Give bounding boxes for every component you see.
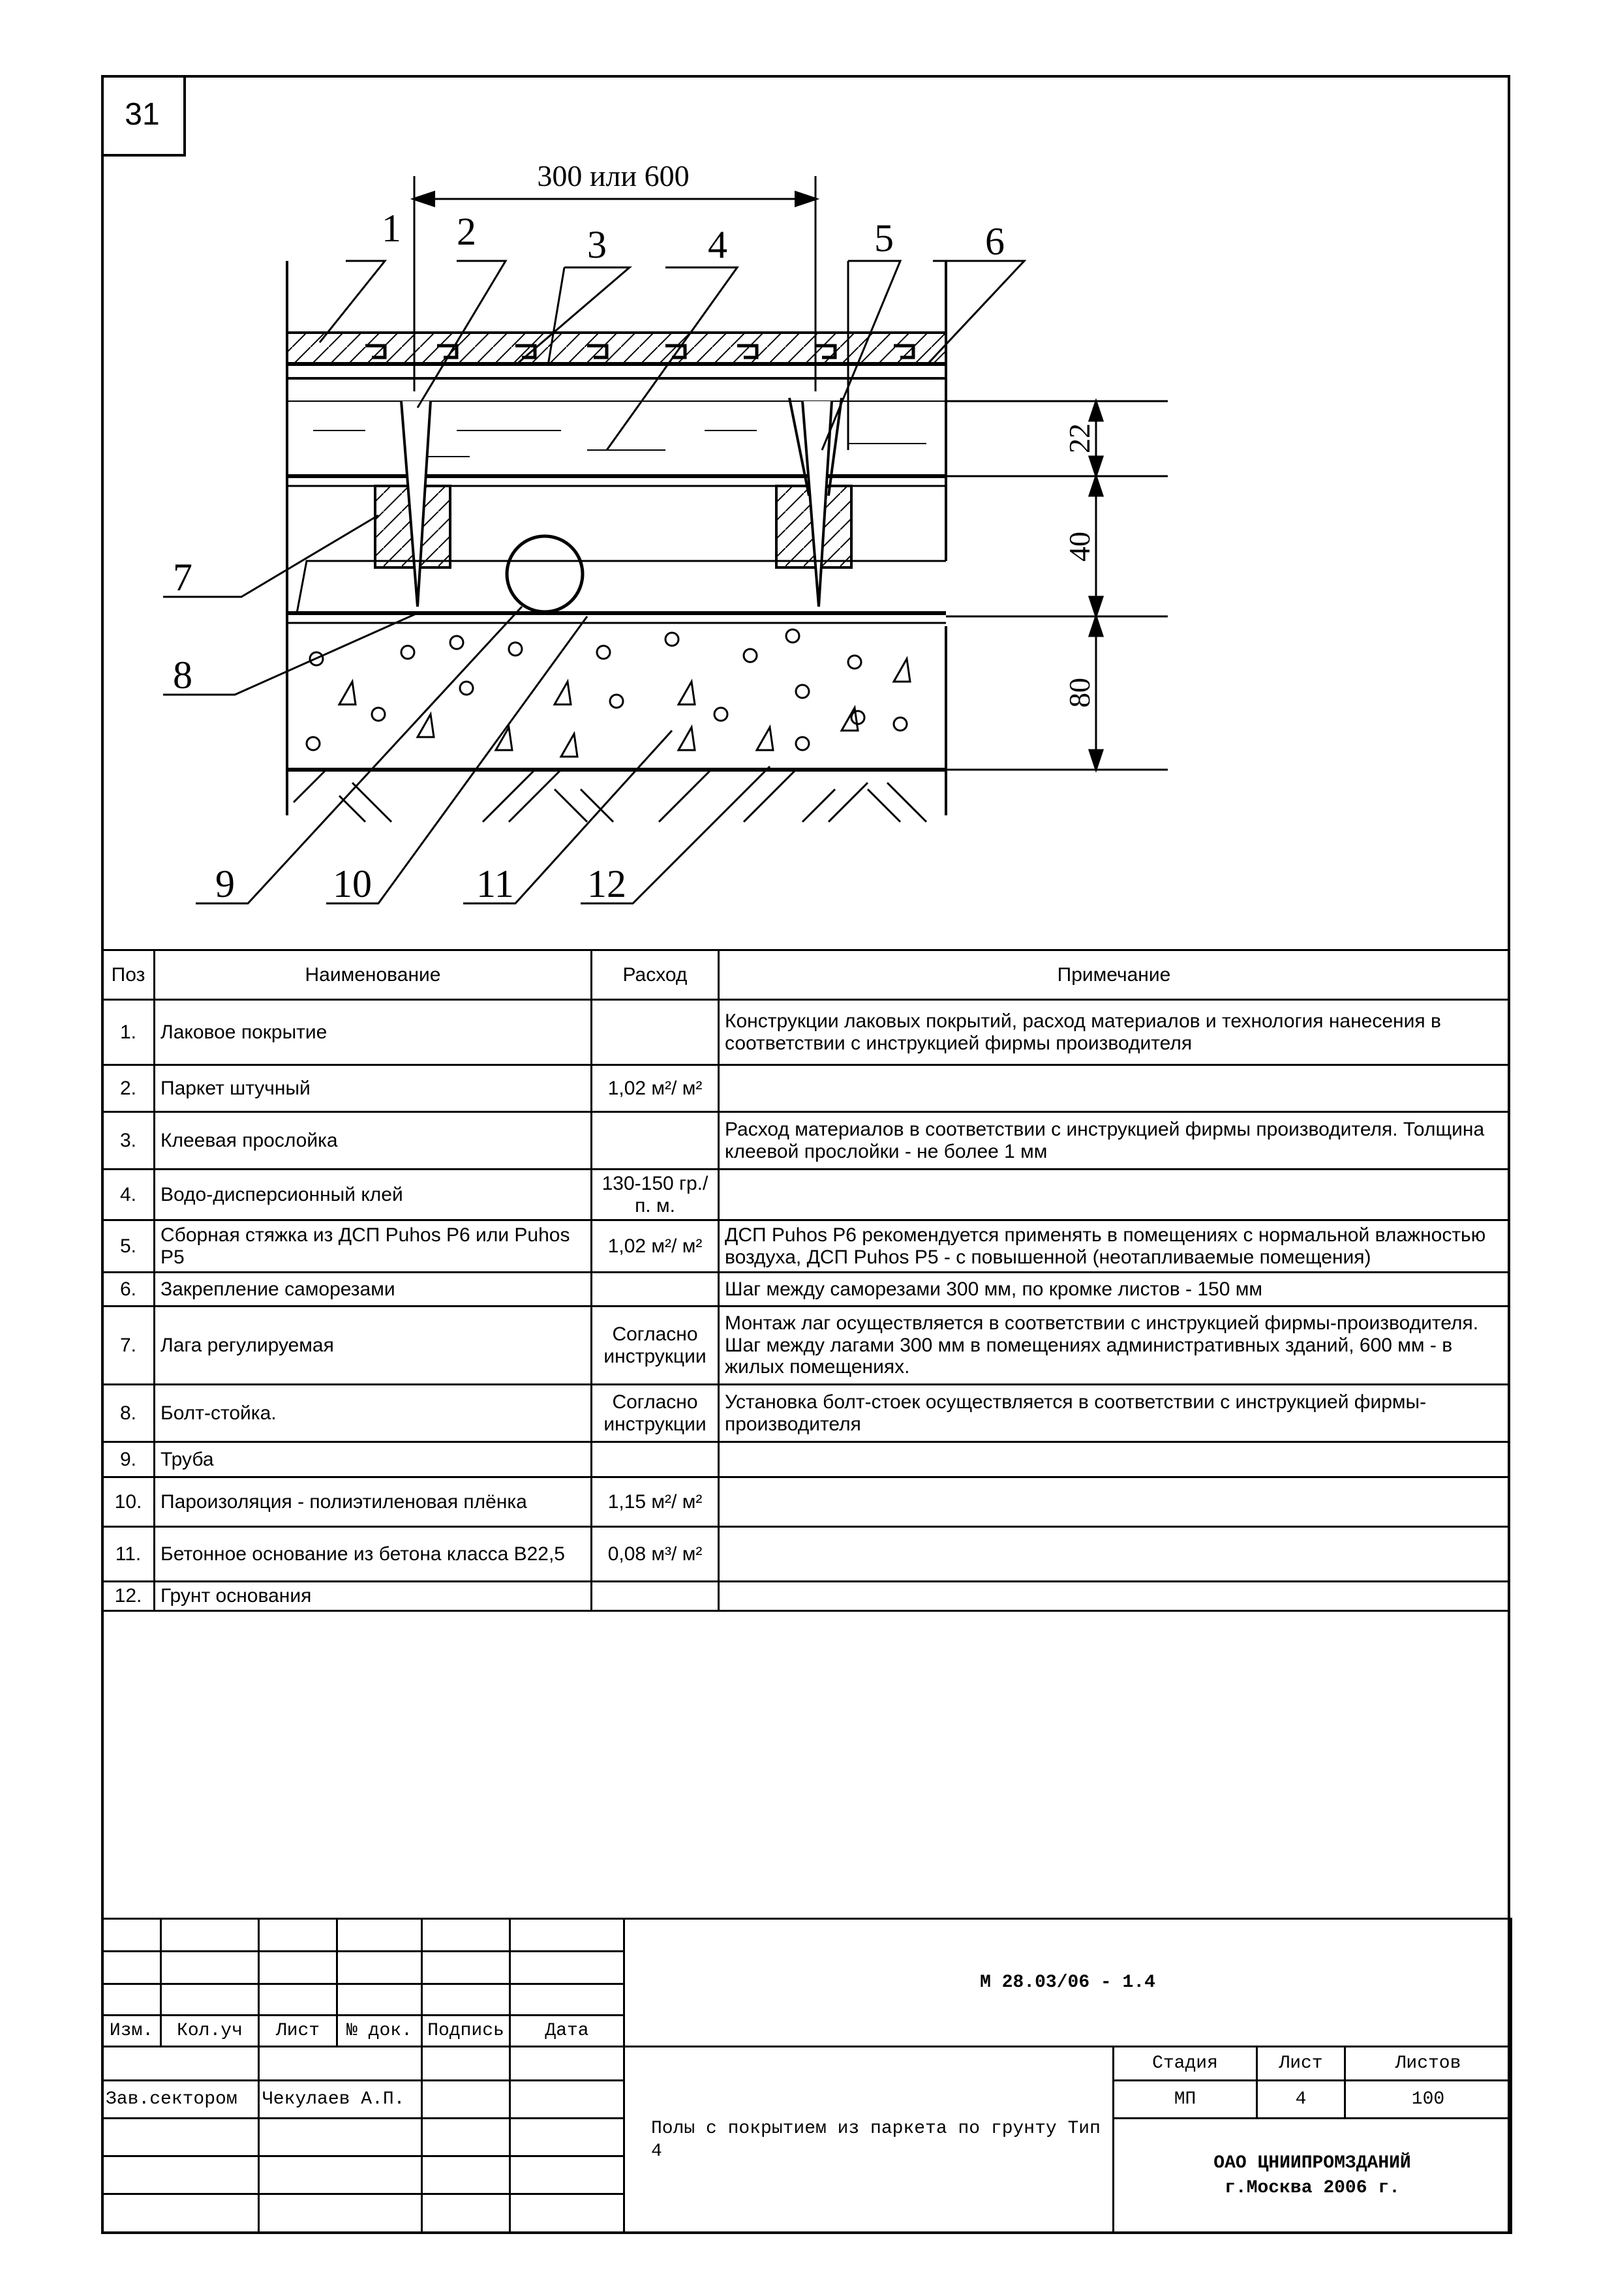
row-note: ДСП Puhos P6 рекомендуется применять в помещениях с нормальной влажностью воздуха, ДСП Puhos P5 - с повышенной (неотапливаемые помещения) [719,1220,1510,1273]
row-name: Бетонное основание из бетона класса В22,5 [155,1527,592,1582]
row-note: Расход материалов в соответствии с инструкцией фирмы производителя. Толщина клеевой прослойки - не более 1 мм [719,1112,1510,1170]
title-block [101,1918,1512,2234]
vertical-dimensions [926,401,1168,770]
callout-1: 1 [382,207,401,250]
header-note: Примечание [719,950,1510,1000]
ground-hatch [294,770,926,822]
concrete-aggregate [307,629,910,757]
col-label-ndoc: № док. [337,2016,422,2047]
col-label-izm: Изм. [102,2016,161,2047]
table-row [102,1477,1510,1527]
row-note: Монтаж лаг осуществляется в соответствии с инструкцией фирмы-производителя. Шаг между лагами 300 мм в помещениях административных зданий, 600 мм - в жилых помещениях. [719,1307,1510,1385]
row-note: Конструкции лаковых покрытий, расход материалов и технология нанесения в соответствии с инструкцией фирмы производителя [719,1000,1510,1065]
organization [1114,2119,1512,2233]
table-row [102,1385,1510,1442]
row-pos: 8. [102,1385,155,1442]
row-name: Паркет штучный [155,1065,592,1112]
row-rate: 1,15 м²/ м² [592,1477,719,1527]
table-row [102,1307,1510,1385]
row-pos: 6. [102,1273,155,1307]
org-city-year: г.Москва 2006 г. [1225,2177,1400,2198]
row-rate [592,1000,719,1065]
row-name: Водо-дисперсионный клей [155,1170,592,1220]
row-name: Закрепление саморезами [155,1273,592,1307]
table-row [102,1273,1510,1307]
callout-10: 10 [333,862,372,905]
row-note [719,1065,1510,1112]
row-name: Лага регулируемая [155,1307,592,1385]
row-pos: 11. [102,1527,155,1582]
dim-80: 80 [1063,678,1096,708]
stage-value: МП [1114,2081,1257,2119]
table-row [102,1170,1510,1220]
stage-label: Стадия [1114,2047,1257,2081]
row-rate: 1,02 м²/ м² [592,1065,719,1112]
callout-4: 4 [708,223,727,266]
row-pos: 5. [102,1220,155,1273]
span-dimension: 300 или 600 [537,159,690,192]
floor-section-drawing [0,0,1614,952]
row-pos: 4. [102,1170,155,1220]
row-rate: 1,02 м²/ м² [592,1220,719,1273]
callout-9: 9 [215,862,235,905]
pipe [507,536,583,612]
callout-7: 7 [173,556,192,599]
callout-12: 12 [587,862,626,905]
row-note: Установка болт-стоек осуществляется в соответствии с инструкцией фирмы-производителя [719,1385,1510,1442]
doc-code: М 28.03/06 - 1.4 [624,1919,1512,2047]
col-label-list: Лист [259,2016,337,2047]
row-name: Сборная стяжка из ДСП Puhos P6 или Puhos P5 [155,1220,592,1273]
row-note [719,1527,1510,1582]
table-row [102,1065,1510,1112]
row-note: Шаг между саморезами 300 мм, по кромке листов - 150 мм [719,1273,1510,1307]
org-name: ОАО ЦНИИПРОМЗДАНИЙ [1213,2152,1411,2173]
callout-11: 11 [476,862,514,905]
header-rate: Расход [592,950,719,1000]
col-label-podpis: Подпись [422,2016,510,2047]
dim-40: 40 [1063,532,1096,562]
row-pos: 2. [102,1065,155,1112]
sheet-title: Полы с покрытием из паркета по грунту Тип 4 [624,2047,1114,2233]
row-pos: 10. [102,1477,155,1527]
callout-2: 2 [457,210,476,253]
callout-8: 8 [173,654,192,697]
col-label-data: Дата [510,2016,624,2047]
row-note [719,1442,1510,1477]
row-pos: 7. [102,1307,155,1385]
table-row [102,1000,1510,1065]
row-name: Грунт основания [155,1582,592,1611]
row-name: Клеевая прослойка [155,1112,592,1170]
row-pos: 1. [102,1000,155,1065]
row-name: Труба [155,1442,592,1477]
table-row [102,1527,1510,1582]
spec-table [101,949,1510,1612]
spec-header-row [102,950,1510,1000]
person: Чекулаев А.П. [259,2081,422,2119]
row-pos: 3. [102,1112,155,1170]
callout-labels [173,159,1096,905]
sheets-value: 100 [1345,2081,1512,2119]
row-name: Болт-стойка. [155,1385,592,1442]
table-row [102,1112,1510,1170]
row-name: Пароизоляция - полиэтиленовая плёнка [155,1477,592,1527]
row-rate: 0,08 м³/ м² [592,1527,719,1582]
row-rate [592,1273,719,1307]
row-name: Лаковое покрытие [155,1000,592,1065]
table-row [102,1582,1510,1611]
row-note [719,1170,1510,1220]
table-row [102,1442,1510,1477]
row-rate [592,1582,719,1611]
callout-5: 5 [874,217,894,260]
callout-6: 6 [985,220,1005,263]
callout-3: 3 [587,223,607,266]
header-name: Наименование [155,950,592,1000]
row-rate [592,1112,719,1170]
row-pos: 12. [102,1582,155,1611]
page-number: 31 [101,75,186,157]
header-pos: Поз [102,950,155,1000]
row-rate: Согласно инструкции [592,1307,719,1385]
row-rate [592,1442,719,1477]
table-row [102,1220,1510,1273]
role: Зав.сектором [102,2081,259,2119]
sheet-label: Лист [1257,2047,1345,2081]
row-rate: Согласно инструкции [592,1385,719,1442]
row-pos: 9. [102,1442,155,1477]
sheet-value: 4 [1257,2081,1345,2119]
dim-22: 22 [1063,423,1096,453]
row-note [719,1582,1510,1611]
row-note [719,1477,1510,1527]
col-label-kol: Кол.уч [161,2016,259,2047]
row-rate: 130-150 гр./п. м. [592,1170,719,1220]
sheets-label: Листов [1345,2047,1512,2081]
